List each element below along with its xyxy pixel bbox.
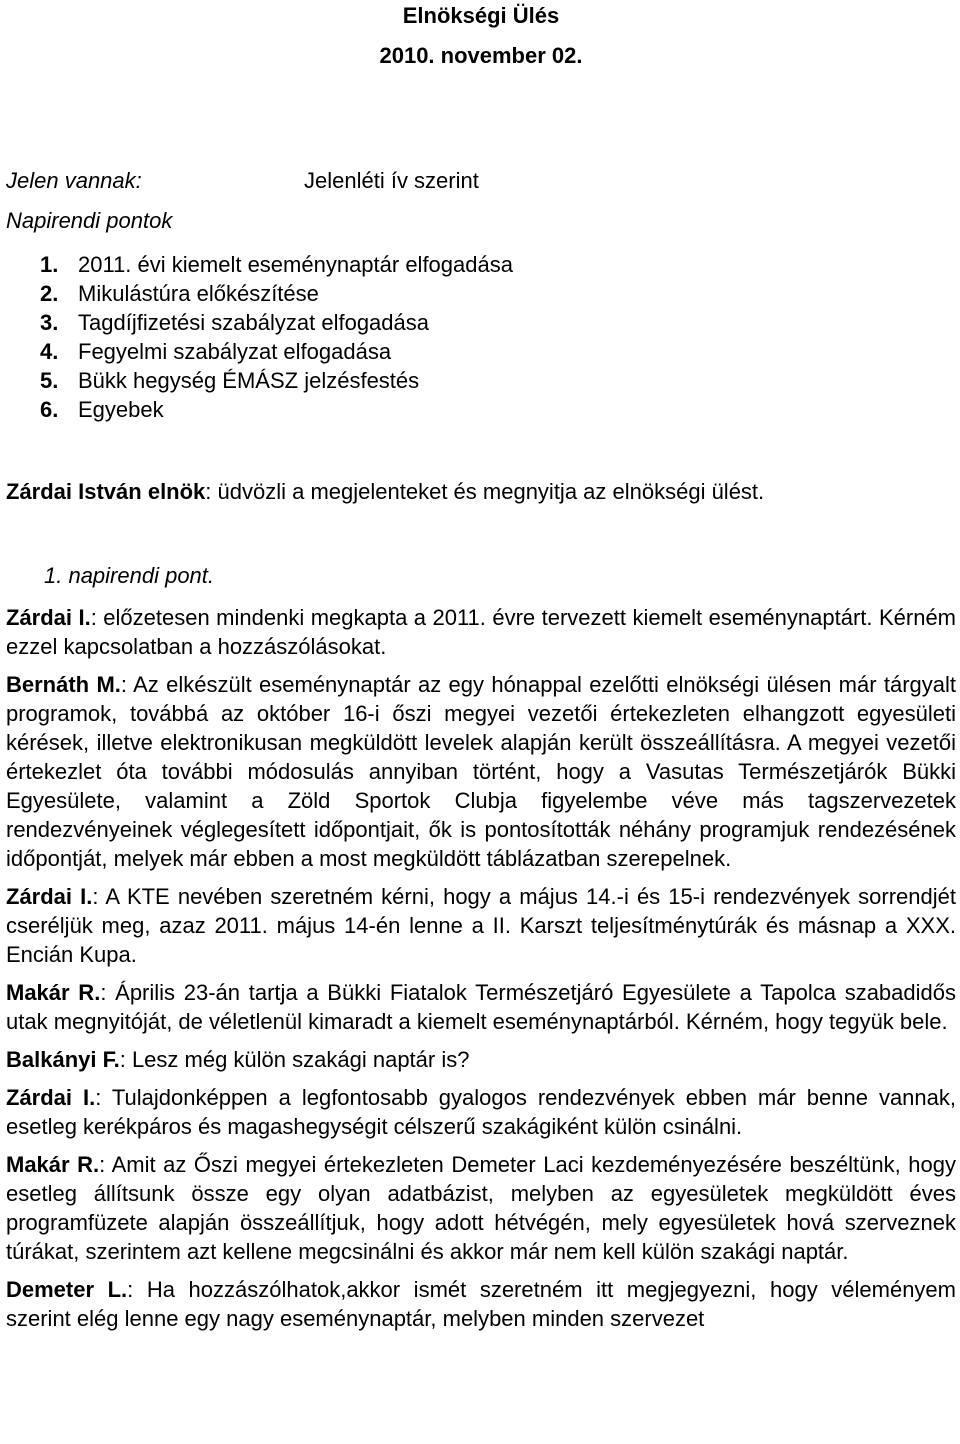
statement-text: : Az elkészült eseménynaptár az egy hónappal ezelőtti elnökségi ülésen már tárgyalt programok, továbbá az október 16-i őszi megyei vezetői értekezleten elhangzott egyesületi kérések, illetve elektronikusan megküldött levelek alapján került összeállításra. A megyei vezetői értekezlet óta további módosulás annyiban történt, hogy a Vasutas Természetjárók Bükki Egyesülete, valamint a Zöld Sportok Clubja figyelembe véve más tagszervezetek rendezvényeinek véglegesített időpontjait, ők is pontosították néhány programjuk rendezésének időpontját, melyek már ebben a most megküldött táblázatban szerepelnek. <box>6 672 956 871</box>
minutes-paragraph <box>6 1275 956 1333</box>
attendance-label: Jelen vannak: <box>6 168 142 193</box>
agenda-item-number: 4. <box>40 339 59 364</box>
agenda-item-number: 2. <box>40 281 59 306</box>
list-item <box>40 337 513 366</box>
list-item <box>40 308 513 337</box>
agenda-item-text: Bükk hegység ÉMÁSZ jelzésfestés <box>78 368 420 393</box>
speaker-name: Makár R. <box>6 980 101 1005</box>
list-item <box>40 279 513 308</box>
minutes-paragraph <box>6 670 956 873</box>
minutes-paragraph <box>6 1045 956 1074</box>
list-item <box>40 366 513 395</box>
speaker-name: Bernáth M. <box>6 672 121 697</box>
minutes-paragraph <box>6 882 956 969</box>
statement-text: : Tulajdonképpen a legfontosabb gyalogos rendezvények ebben már benne vannak, esetleg kerékpáros és magashegységit célszerű szakágiként külön csinálni. <box>6 1085 956 1139</box>
list-item <box>40 395 513 424</box>
minutes-paragraph <box>6 603 956 661</box>
speaker-name: Zárdai István elnök <box>6 479 206 504</box>
speaker-name: Demeter L. <box>6 1277 128 1302</box>
agenda-item-text: Tagdíjfizetési szabályzat elfogadása <box>78 310 429 335</box>
document-title: Elnökségi Ülés <box>402 3 560 28</box>
speaker-name: Balkányi F. <box>6 1047 120 1072</box>
speaker-name: Makár R. <box>6 1152 100 1177</box>
list-item <box>40 250 513 279</box>
agenda-item-number: 3. <box>40 310 59 335</box>
agenda-item-number: 6. <box>40 397 59 422</box>
section-heading: 1. napirendi pont. <box>44 563 215 588</box>
minutes-paragraph <box>6 1150 956 1266</box>
minutes-body <box>6 603 956 1342</box>
statement-text: : üdvözli a megjelenteket és megnyitja az elnökségi ülést. <box>205 479 765 504</box>
agenda-item-text: Mikulástúra előkészítése <box>78 281 319 306</box>
statement-text: : előzetesen mindenki megkapta a 2011. évre tervezett kiemelt eseménynaptárt. Kérném ezzel kapcsolatban a hozzászólásokat. <box>6 605 957 659</box>
agenda-item-number: 5. <box>40 368 59 393</box>
speaker-name: Zárdai I. <box>6 605 91 630</box>
speaker-name: Zárdai I. <box>6 1085 96 1110</box>
attendance-line <box>6 166 956 196</box>
statement-text: : Április 23-án tartja a Bükki Fiatalok Természetjáró Egyesülete a Tapolca szabadidős utak megnyitóját, de véletlenül kimaradt a kiemelt eseménynaptárból. Kérném, hogy tegyük bele. <box>6 980 956 1034</box>
statement-text: : Amit az Őszi megyei értekezleten Demeter Laci kezdeményezésére beszéltünk, hogy esetleg állítsunk össze egy olyan adatbázist, melyben az egyesületek megküldött éves programfüzete alapján összeállítjuk, hogy adott hétvégén, mely egyesületek hová szerveznek túrákat, szerintem azt kellene megcsinálni és akkor már nem kell külön szakági naptár. <box>6 1152 956 1264</box>
statement-text: : A KTE nevében szeretném kérni, hogy a május 14.-i és 15-i rendezvények sorrendjét cseréljük meg, azaz 2011. május 14-én lenne a II. Karszt teljesítménytúrák és másnap a XXX. Encián Kupa. <box>6 884 956 967</box>
agenda-item-text: Egyebek <box>78 397 164 422</box>
speaker-name: Zárdai I. <box>6 884 93 909</box>
agenda-item-text: Fegyelmi szabályzat elfogadása <box>78 339 392 364</box>
attendance-value: Jelenléti ív szerint <box>304 168 479 193</box>
agenda-item-number: 1. <box>40 252 59 277</box>
statement-text: : Lesz még külön szakági naptár is? <box>119 1047 470 1072</box>
agenda-item-text: 2011. évi kiemelt eseménynaptár elfogadása <box>78 252 513 277</box>
agenda-heading: Napirendi pontok <box>6 208 173 233</box>
minutes-paragraph <box>6 1083 956 1141</box>
minutes-paragraph <box>6 978 956 1036</box>
statement-text: : Ha hozzászólhatok,akkor ismét szeretném itt megjegyezni, hogy véleményem szerint elég lenne egy nagy eseménynaptár, melyben minden szervezet <box>6 1277 956 1331</box>
opening-statement <box>6 477 956 507</box>
meeting-date: 2010. november 02. <box>379 43 583 68</box>
agenda-list <box>40 250 513 424</box>
